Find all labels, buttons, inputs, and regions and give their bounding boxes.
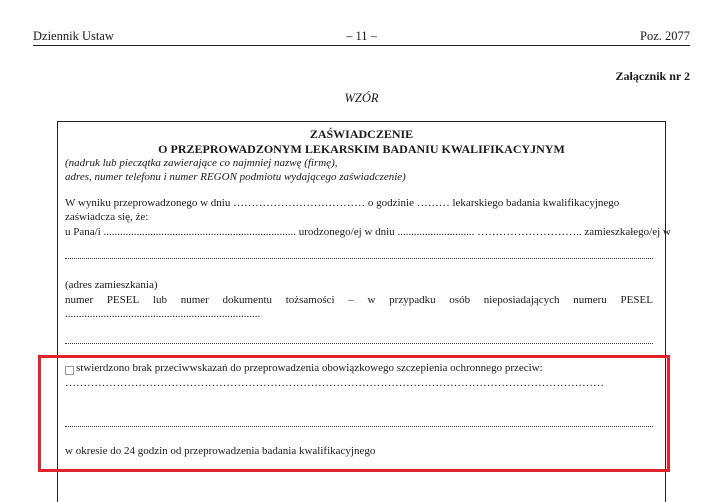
timeframe-line: w okresie do 24 godzin od przeprowadzenia badania kwalifikacyjnego — [65, 445, 376, 457]
journal-name: Dziennik Ustaw — [33, 29, 114, 43]
highlight-box — [38, 355, 670, 472]
page-number: – 11 – — [346, 29, 377, 43]
vaccination-statement: stwierdzono brak przeciwwskazań do przeprowadzenia obowiązkowego szczepienia ochronnego przeciw: — [76, 362, 543, 374]
pesel-word: PESEL — [620, 294, 653, 306]
pesel-word: dokumentu — [222, 294, 272, 306]
certificate-subtitle: O PRZEPROWADZONYM LEKARSKIM BADANIU KWALIFIKACYJNYM — [158, 142, 565, 156]
address-label: (adres zamieszkania) — [65, 279, 158, 291]
stamp-note-line2: adres, numer telefonu i numer REGON podmiotu wydającego zaświadczenie) — [65, 171, 406, 183]
pesel-word: nieposiadających — [483, 294, 560, 306]
pesel-line — [65, 294, 653, 306]
pesel-word: PESEL — [106, 294, 140, 306]
person-line: u Pana/i ...................................................................... urodzonego/ej w dniu ............................ ……………………….. zamieszkałego/ej w — [65, 226, 671, 238]
pesel-word: przypadku — [389, 294, 436, 306]
exam-date-line: W wyniku przeprowadzonego w dniu ……………………………… o godzinie ……… lekarskiego badania kwalifikacyjnego — [65, 197, 620, 209]
certificate-title: ZAŚWIADCZENIE — [309, 127, 414, 141]
pesel-word: w — [367, 294, 376, 306]
stamp-note-line1: (nadruk lub pieczątka zawierające co najmniej nazwę (firmę), — [65, 157, 338, 169]
annex-label: Załącznik nr 2 — [615, 69, 690, 83]
pesel-dots: ....................................................................... — [65, 308, 261, 320]
template-label: WZÓR — [344, 91, 379, 105]
pesel-dotted-line — [65, 343, 653, 344]
pesel-word: numeru — [573, 294, 607, 306]
pesel-word: tożsamości — [285, 294, 335, 306]
pesel-word: osób — [449, 294, 471, 306]
vaccination-dots: ………………………………………………………………………………………………………………………………… — [65, 377, 604, 389]
header-rule — [33, 45, 690, 46]
address-dotted-line — [65, 258, 653, 259]
position-number: Poz. 2077 — [640, 29, 690, 43]
pesel-word: lub — [152, 294, 167, 306]
pesel-word: numer — [180, 294, 209, 306]
certifies-line: zaświadcza się, że: — [65, 211, 149, 223]
pesel-word: – — [348, 294, 354, 306]
pesel-word: numer — [65, 294, 94, 306]
